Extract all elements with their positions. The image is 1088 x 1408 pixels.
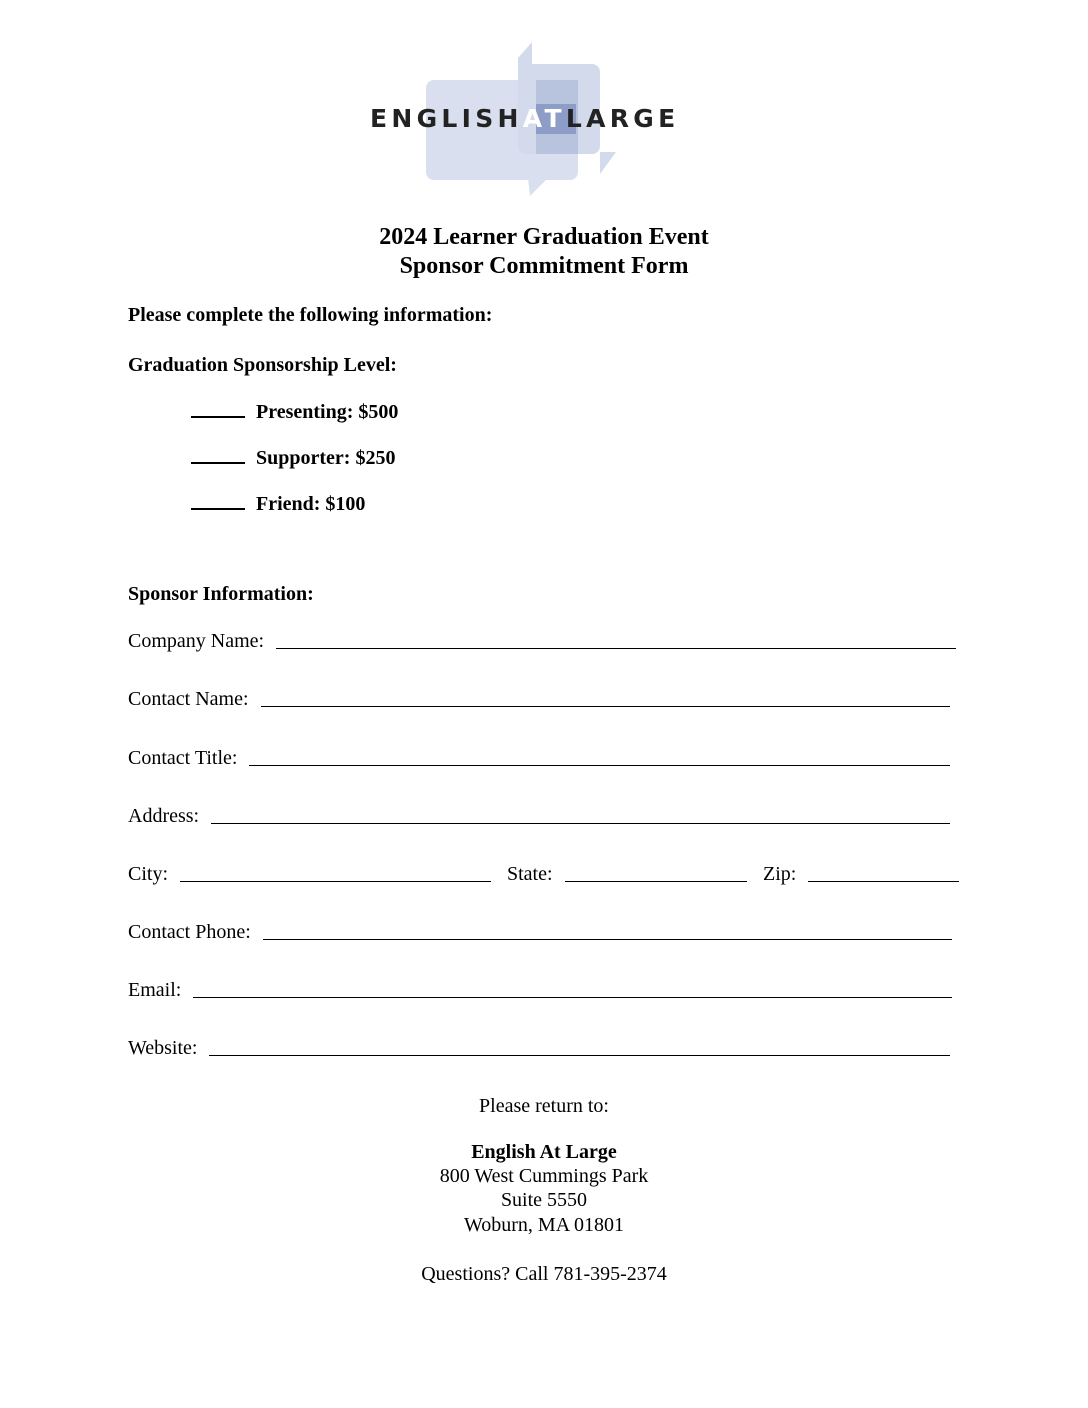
form-title: 2024 Learner Graduation Event	[379, 224, 709, 250]
sponsorship-option-presenting[interactable]: Presenting: $500	[191, 399, 398, 424]
city-field[interactable]: City:	[128, 860, 491, 886]
state-input[interactable]	[565, 881, 747, 882]
address-input[interactable]	[211, 823, 950, 824]
logo-wordmark: ENGLISHATLARGE	[370, 104, 680, 133]
city-input[interactable]	[180, 881, 491, 882]
checkbox-blank[interactable]	[191, 491, 245, 510]
sponsor-info-heading: Sponsor Information:	[128, 583, 314, 605]
email-field[interactable]: Email:	[128, 976, 952, 1002]
email-input[interactable]	[193, 997, 952, 998]
contact-title-field[interactable]: Contact Title:	[128, 744, 950, 770]
address-field[interactable]: Address:	[128, 802, 950, 828]
english-at-large-logo	[360, 40, 720, 200]
zip-field[interactable]: Zip:	[763, 860, 959, 886]
return-address-line1: 800 West Cummings Park	[439, 1165, 649, 1187]
intro-text: Please complete the following information:	[128, 304, 493, 326]
contact-title-input[interactable]	[249, 765, 950, 766]
contact-phone-field[interactable]: Contact Phone:	[128, 918, 952, 944]
form-subtitle: Sponsor Commitment Form	[399, 253, 689, 279]
website-field[interactable]: Website:	[128, 1034, 950, 1060]
return-address-line2: Suite 5550	[500, 1189, 588, 1211]
return-heading: Please return to:	[479, 1095, 609, 1117]
return-address-line3: Woburn, MA 01801	[463, 1214, 625, 1236]
sponsorship-heading: Graduation Sponsorship Level:	[128, 354, 397, 376]
city-state-zip-row	[128, 860, 959, 886]
sponsorship-option-supporter[interactable]: Supporter: $250	[191, 445, 395, 470]
sponsorship-option-friend[interactable]: Friend: $100	[191, 491, 365, 516]
company-name-field[interactable]: Company Name:	[128, 627, 956, 653]
questions-phone: Questions? Call 781-395-2374	[421, 1263, 667, 1285]
contact-name-field[interactable]: Contact Name:	[128, 685, 950, 711]
return-org-name: English At Large	[471, 1141, 617, 1163]
state-field[interactable]: State:	[507, 860, 747, 886]
contact-phone-input[interactable]	[263, 939, 952, 940]
checkbox-blank[interactable]	[191, 445, 245, 464]
checkbox-blank[interactable]	[191, 399, 245, 418]
contact-name-input[interactable]	[261, 706, 950, 707]
website-input[interactable]	[209, 1055, 950, 1056]
company-name-input[interactable]	[276, 648, 956, 649]
zip-input[interactable]	[808, 881, 959, 882]
